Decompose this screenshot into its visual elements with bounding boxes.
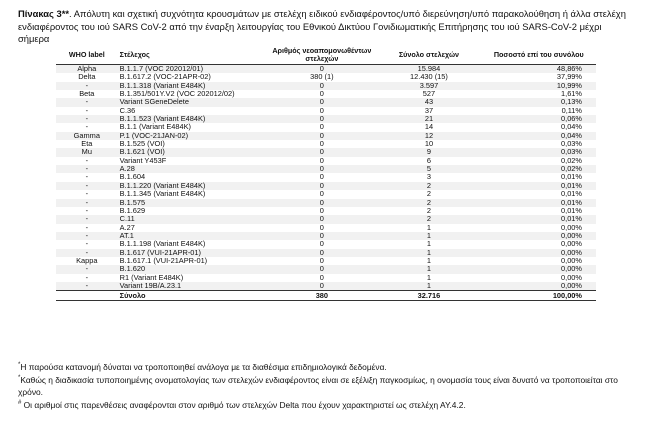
new-isolates-cell: 0: [267, 249, 376, 257]
who-cell: -: [56, 215, 118, 223]
percentage-cell: 0,04%: [482, 123, 596, 131]
strain-cell: A.28: [118, 165, 268, 173]
total-strains: 32.716: [376, 291, 481, 301]
who-cell: -: [56, 249, 118, 257]
table-row: [56, 282, 596, 291]
percentage-cell: 37,99%: [482, 73, 596, 81]
total-strains-cell: 9: [376, 148, 481, 156]
who-cell: Gamma: [56, 132, 118, 140]
total-strains-cell: 12.430 (15): [376, 73, 481, 81]
table-row: [56, 98, 596, 106]
new-isolates-cell: 0: [267, 240, 376, 248]
percentage-cell: 0,01%: [482, 207, 596, 215]
percentage-cell: 1,61%: [482, 90, 596, 98]
header-new-isolates: Αριθμός νεοαπομονωθέντων στελεχών: [267, 46, 376, 65]
percentage-cell: 0,13%: [482, 98, 596, 106]
who-cell: -: [56, 107, 118, 115]
strain-cell: B.1.351/501Y.V2 (VOC 202012/02): [118, 90, 268, 98]
new-isolates-cell: 0: [267, 282, 376, 291]
who-cell: -: [56, 82, 118, 90]
percentage-cell: 0,01%: [482, 190, 596, 198]
total-percentage: 100,00%: [482, 291, 596, 301]
total-strains-cell: 2: [376, 199, 481, 207]
caption-label: Πίνακας 3**: [18, 8, 70, 19]
percentage-cell: 0,00%: [482, 257, 596, 265]
strain-cell: B.1.604: [118, 173, 268, 181]
new-isolates-cell: 0: [267, 257, 376, 265]
strain-cell: B.1.1.523 (Variant E484K): [118, 115, 268, 123]
strain-cell: B.1.617.1 (VUI-21APR-01): [118, 257, 268, 265]
total-strains-cell: 21: [376, 115, 481, 123]
who-cell: Kappa: [56, 257, 118, 265]
total-strains-cell: 1: [376, 274, 481, 282]
who-cell: -: [56, 240, 118, 248]
who-cell: -: [56, 190, 118, 198]
total-new-isolates: 380: [267, 291, 376, 301]
footnote-2-text: Καθώς η διαδικασία τυποποιημένης ονοματολογίας των στελεχών ενδιαφέροντος είναι σε εξέλιξη παγκοσμίως, η ονομασία τους είναι δυνατό να τροποποιείται στο χρόνο.: [18, 375, 618, 397]
total-strains-cell: 6: [376, 157, 481, 165]
percentage-cell: 0,03%: [482, 148, 596, 156]
strain-cell: B.1.1.345 (Variant E484K): [118, 190, 268, 198]
strain-cell: C.36: [118, 107, 268, 115]
footnote-3-text: Οι αριθμοί στις παρενθέσεις αναφέρονται στον αριθμό των στελεχών Delta που έχουν χαρακτηριστεί ως στελέχη ΑΥ.4.2.: [21, 400, 466, 411]
percentage-cell: 0,00%: [482, 232, 596, 240]
table-body: [56, 65, 596, 291]
who-cell: -: [56, 207, 118, 215]
total-strains-cell: 3: [376, 173, 481, 181]
new-isolates-cell: 0: [267, 215, 376, 223]
total-strains-cell: 2: [376, 207, 481, 215]
new-isolates-cell: 0: [267, 207, 376, 215]
percentage-cell: 0,06%: [482, 115, 596, 123]
new-isolates-cell: 0: [267, 182, 376, 190]
total-strains-cell: 12: [376, 132, 481, 140]
footnote-1-text: Η παρούσα κατανομή δύναται να τροποποιηθεί ανάλογα με τα διαθέσιμα επιδημιολογικά δεδομένα.: [20, 362, 387, 372]
percentage-cell: 0,01%: [482, 173, 596, 181]
percentage-cell: 0,00%: [482, 265, 596, 273]
total-strains-cell: 2: [376, 182, 481, 190]
strain-cell: A.27: [118, 224, 268, 232]
strain-cell: AT.1: [118, 232, 268, 240]
strain-cell: C.11: [118, 215, 268, 223]
footnote-1: [18, 362, 630, 373]
who-cell: -: [56, 115, 118, 123]
strain-cell: B.1.525 (VOI): [118, 140, 268, 148]
total-strains-cell: 1: [376, 224, 481, 232]
percentage-cell: 48,86%: [482, 65, 596, 74]
strain-cell: B.1.575: [118, 199, 268, 207]
total-strains-cell: 1: [376, 249, 481, 257]
who-cell: -: [56, 232, 118, 240]
total-strains-cell: 3.597: [376, 82, 481, 90]
percentage-cell: 0,00%: [482, 240, 596, 248]
new-isolates-cell: 0: [267, 98, 376, 106]
strain-cell: B.1.1.318 (Variant E484K): [118, 82, 268, 90]
strains-table: [56, 46, 596, 301]
new-isolates-cell: 0: [267, 190, 376, 198]
who-cell: -: [56, 157, 118, 165]
who-cell: Beta: [56, 90, 118, 98]
total-label: Σύνολο: [118, 291, 268, 301]
total-strains-cell: 37: [376, 107, 481, 115]
percentage-cell: 0,04%: [482, 132, 596, 140]
total-strains-cell: 1: [376, 240, 481, 248]
percentage-cell: 0,11%: [482, 107, 596, 115]
caption-text: . Απόλυτη και σχετική συχνότητα κρουσμάτων με στελέχη ειδικού ενδιαφέροντος/υπό διερεύνηση/υπό παρακολούθηση ή άλλα στελέχη ενδιαφέροντος του ιού SARS CoV-2 από την έναρξη λειτουργίας του Εθνικού Δικτύου Γονιδιωματικής Επιτήρησης του ιού SARS-CoV-2 μέχρι σήμερα: [18, 8, 626, 45]
new-isolates-cell: 0: [267, 165, 376, 173]
table-row: [56, 157, 596, 165]
total-strains-cell: 1: [376, 232, 481, 240]
new-isolates-cell: 380 (1): [267, 73, 376, 81]
footnote-2: [18, 375, 630, 398]
strain-cell: B.1.1.198 (Variant E484K): [118, 240, 268, 248]
new-isolates-cell: 0: [267, 148, 376, 156]
who-cell: Mu: [56, 148, 118, 156]
who-cell: -: [56, 282, 118, 291]
total-strains-cell: 5: [376, 165, 481, 173]
new-isolates-cell: 0: [267, 107, 376, 115]
strain-cell: B.1.1.7 (VOC 202012/01): [118, 65, 268, 74]
who-cell: Eta: [56, 140, 118, 148]
percentage-cell: 0,01%: [482, 199, 596, 207]
who-cell: -: [56, 265, 118, 273]
percentage-cell: 0,00%: [482, 224, 596, 232]
percentage-cell: 0,02%: [482, 165, 596, 173]
percentage-cell: 0,03%: [482, 140, 596, 148]
total-strains-cell: 1: [376, 282, 481, 291]
new-isolates-cell: 0: [267, 115, 376, 123]
total-who-cell: [56, 291, 118, 301]
table-row: [56, 215, 596, 223]
total-strains-cell: 1: [376, 257, 481, 265]
table-row: [56, 207, 596, 215]
header-percentage: Ποσοστό επί του συνόλου: [482, 46, 596, 65]
footnote-2-mark: *: [18, 375, 21, 382]
percentage-cell: 0,00%: [482, 282, 596, 291]
new-isolates-cell: 0: [267, 65, 376, 74]
strain-cell: B.1.617 (VUI-21APR-01): [118, 249, 268, 257]
strain-cell: R1 (Variant E484K): [118, 274, 268, 282]
strain-cell: Variant 19B/A.23.1: [118, 282, 268, 291]
total-strains-cell: 2: [376, 190, 481, 198]
footnotes: [18, 362, 630, 414]
new-isolates-cell: 0: [267, 199, 376, 207]
total-strains-cell: 10: [376, 140, 481, 148]
new-isolates-cell: 0: [267, 265, 376, 273]
total-strains-cell: 14: [376, 123, 481, 131]
who-cell: -: [56, 98, 118, 106]
who-cell: Delta: [56, 73, 118, 81]
new-isolates-cell: 0: [267, 224, 376, 232]
footnote-3-mark: #: [18, 400, 22, 407]
strain-cell: Variant SGeneDelete: [118, 98, 268, 106]
header-row: [56, 46, 596, 65]
new-isolates-cell: 0: [267, 82, 376, 90]
new-isolates-cell: 0: [267, 232, 376, 240]
percentage-cell: 0,00%: [482, 249, 596, 257]
strain-cell: P.1 (VOC-21JAN-02): [118, 132, 268, 140]
percentage-cell: 0,01%: [482, 215, 596, 223]
who-cell: Alpha: [56, 65, 118, 74]
who-cell: -: [56, 274, 118, 282]
who-cell: -: [56, 173, 118, 181]
strain-cell: B.1.629: [118, 207, 268, 215]
new-isolates-cell: 0: [267, 123, 376, 131]
total-strains-cell: 1: [376, 265, 481, 273]
footnote-1-mark: *: [18, 362, 21, 369]
who-cell: -: [56, 199, 118, 207]
strain-cell: B.1.1.220 (Variant E484K): [118, 182, 268, 190]
new-isolates-cell: 0: [267, 132, 376, 140]
strain-cell: B.1.617.2 (VOC-21APR-02): [118, 73, 268, 81]
table-row: [56, 224, 596, 232]
new-isolates-cell: 0: [267, 274, 376, 282]
new-isolates-cell: 0: [267, 173, 376, 181]
total-strains-cell: 43: [376, 98, 481, 106]
percentage-cell: 0,00%: [482, 274, 596, 282]
header-who-label: WHO label: [56, 46, 118, 65]
total-strains-cell: 15.984: [376, 65, 481, 74]
who-cell: -: [56, 165, 118, 173]
new-isolates-cell: 0: [267, 90, 376, 98]
strain-cell: B.1.620: [118, 265, 268, 273]
header-strain: Στέλεχος: [118, 46, 268, 65]
who-cell: -: [56, 182, 118, 190]
percentage-cell: 10,99%: [482, 82, 596, 90]
total-row: [56, 291, 596, 301]
who-cell: -: [56, 224, 118, 232]
percentage-cell: 0,02%: [482, 157, 596, 165]
strain-cell: B.1.1 (Variant E484K): [118, 123, 268, 131]
footnote-3: [18, 400, 630, 411]
new-isolates-cell: 0: [267, 140, 376, 148]
total-strains-cell: 2: [376, 215, 481, 223]
strain-cell: B.1.621 (VOI): [118, 148, 268, 156]
new-isolates-cell: 0: [267, 157, 376, 165]
percentage-cell: 0,01%: [482, 182, 596, 190]
strain-cell: Variant Y453F: [118, 157, 268, 165]
header-total-strains: Σύνολο στελεχών: [376, 46, 481, 65]
table-caption: [18, 8, 630, 46]
total-strains-cell: 527: [376, 90, 481, 98]
who-cell: -: [56, 123, 118, 131]
